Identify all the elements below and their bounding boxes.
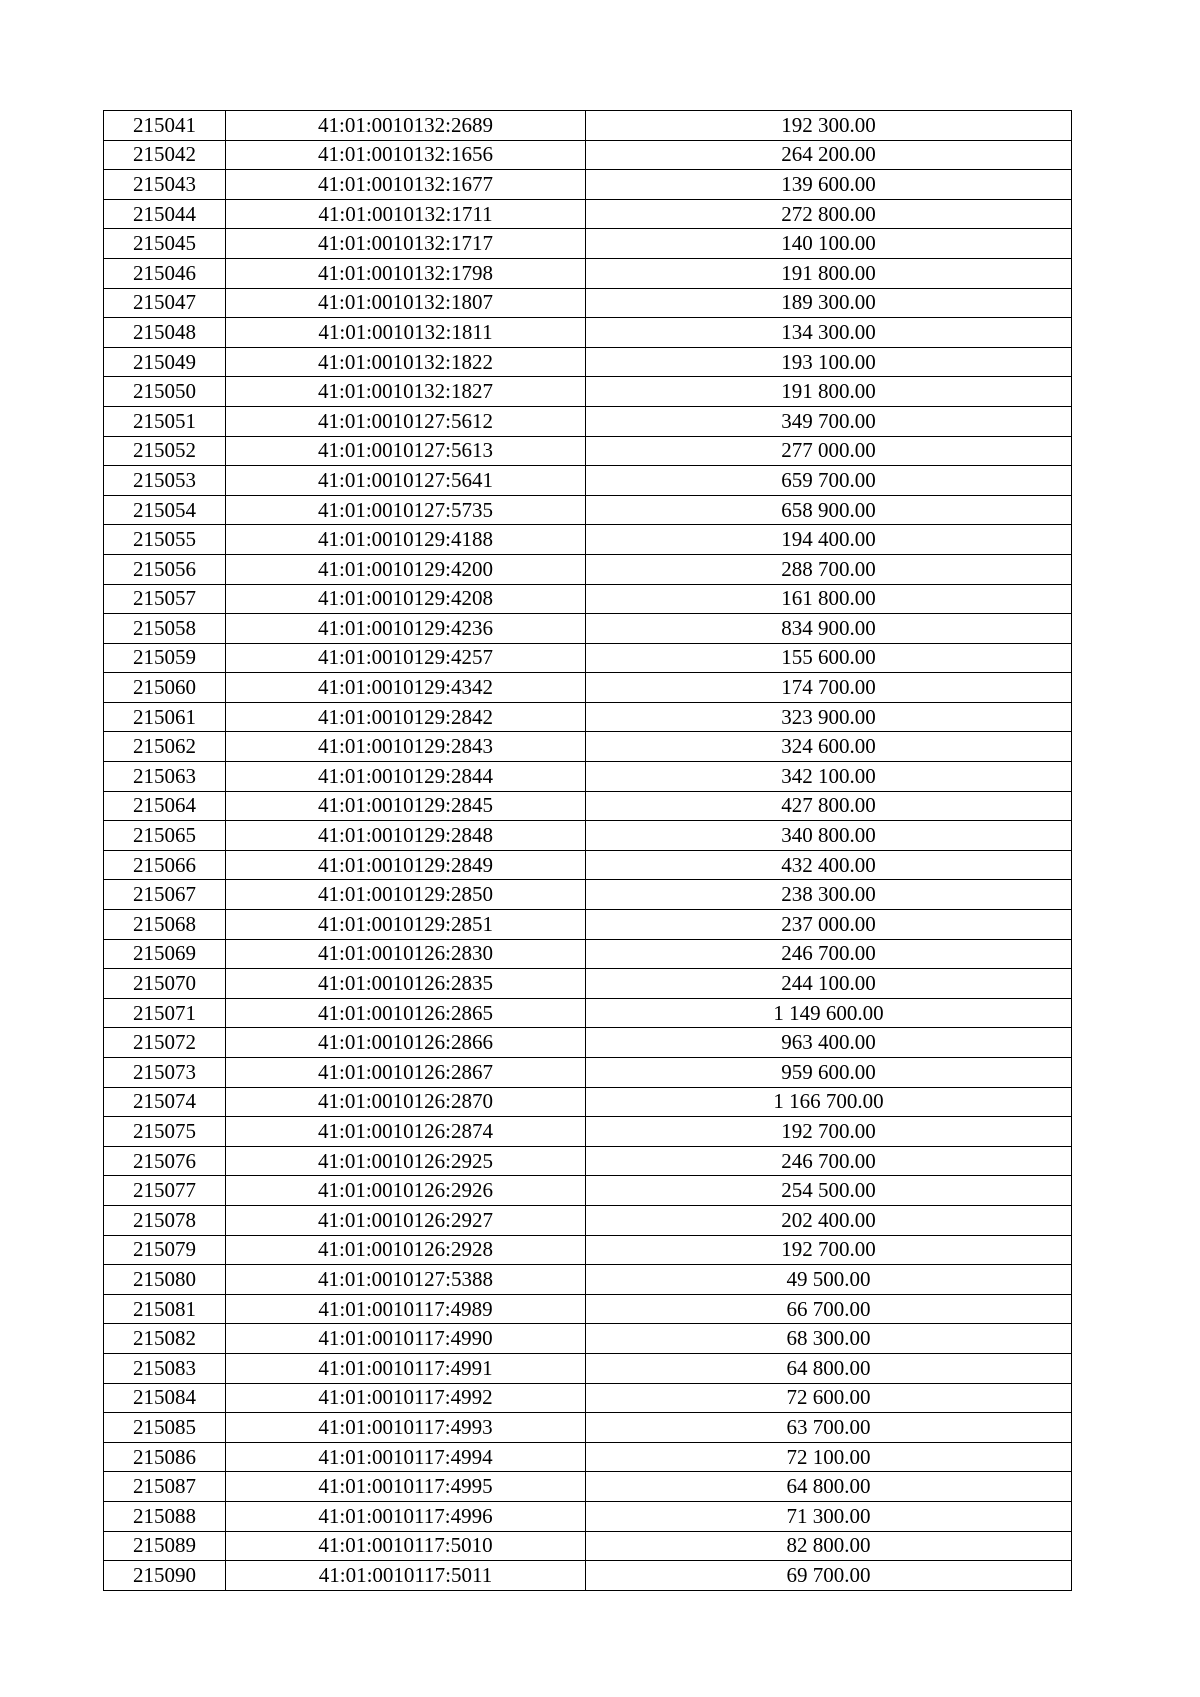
table-row bbox=[104, 1324, 1072, 1354]
cadastral-number-cell: 41:01:0010129:4208 bbox=[226, 584, 586, 614]
cadastral-value-cell: 191 800.00 bbox=[586, 258, 1072, 288]
row-number-cell: 215059 bbox=[104, 643, 226, 673]
cadastral-value-cell: 432 400.00 bbox=[586, 850, 1072, 880]
cadastral-value-cell: 202 400.00 bbox=[586, 1205, 1072, 1235]
cadastral-number-cell: 41:01:0010132:1717 bbox=[226, 229, 586, 259]
table-row bbox=[104, 347, 1072, 377]
table-row bbox=[104, 140, 1072, 170]
table-row bbox=[104, 170, 1072, 200]
cadastral-value-cell: 64 800.00 bbox=[586, 1353, 1072, 1383]
table-row bbox=[104, 554, 1072, 584]
cadastral-number-cell: 41:01:0010132:1711 bbox=[226, 199, 586, 229]
cadastral-number-cell: 41:01:0010129:2851 bbox=[226, 910, 586, 940]
cadastral-number-cell: 41:01:0010129:2849 bbox=[226, 850, 586, 880]
table-row bbox=[104, 229, 1072, 259]
cadastral-value-cell: 63 700.00 bbox=[586, 1413, 1072, 1443]
cadastral-number-cell: 41:01:0010129:4188 bbox=[226, 525, 586, 555]
row-number-cell: 215088 bbox=[104, 1501, 226, 1531]
row-number-cell: 215047 bbox=[104, 288, 226, 318]
row-number-cell: 215044 bbox=[104, 199, 226, 229]
row-number-cell: 215046 bbox=[104, 258, 226, 288]
cadastral-value-cell: 72 100.00 bbox=[586, 1442, 1072, 1472]
cadastral-number-cell: 41:01:0010132:1677 bbox=[226, 170, 586, 200]
table-row bbox=[104, 998, 1072, 1028]
cadastral-number-cell: 41:01:0010117:4996 bbox=[226, 1501, 586, 1531]
table-row bbox=[104, 614, 1072, 644]
cadastral-value-cell: 192 700.00 bbox=[586, 1235, 1072, 1265]
cadastral-number-cell: 41:01:0010117:4989 bbox=[226, 1294, 586, 1324]
row-number-cell: 215083 bbox=[104, 1353, 226, 1383]
row-number-cell: 215056 bbox=[104, 554, 226, 584]
cadastral-number-cell: 41:01:0010117:5011 bbox=[226, 1561, 586, 1591]
row-number-cell: 215045 bbox=[104, 229, 226, 259]
cadastral-number-cell: 41:01:0010127:5641 bbox=[226, 466, 586, 496]
cadastral-number-cell: 41:01:0010132:1811 bbox=[226, 318, 586, 348]
cadastral-value-cell: 82 800.00 bbox=[586, 1531, 1072, 1561]
row-number-cell: 215082 bbox=[104, 1324, 226, 1354]
table-row bbox=[104, 258, 1072, 288]
cadastral-value-cell: 277 000.00 bbox=[586, 436, 1072, 466]
cadastral-number-cell: 41:01:0010126:2867 bbox=[226, 1058, 586, 1088]
cadastral-number-cell: 41:01:0010132:1807 bbox=[226, 288, 586, 318]
table-body bbox=[104, 111, 1072, 1591]
table-row bbox=[104, 1117, 1072, 1147]
cadastral-number-cell: 41:01:0010117:4991 bbox=[226, 1353, 586, 1383]
cadastral-number-cell: 41:01:0010126:2927 bbox=[226, 1205, 586, 1235]
cadastral-number-cell: 41:01:0010126:2870 bbox=[226, 1087, 586, 1117]
cadastral-value-cell: 194 400.00 bbox=[586, 525, 1072, 555]
table-row bbox=[104, 821, 1072, 851]
cadastral-number-cell: 41:01:0010126:2926 bbox=[226, 1176, 586, 1206]
row-number-cell: 215064 bbox=[104, 791, 226, 821]
cadastral-number-cell: 41:01:0010126:2925 bbox=[226, 1146, 586, 1176]
table-row bbox=[104, 525, 1072, 555]
table-row bbox=[104, 1235, 1072, 1265]
row-number-cell: 215063 bbox=[104, 762, 226, 792]
table-row bbox=[104, 406, 1072, 436]
cadastral-value-table bbox=[103, 110, 1072, 1591]
table-row bbox=[104, 643, 1072, 673]
cadastral-value-cell: 1 149 600.00 bbox=[586, 998, 1072, 1028]
cadastral-number-cell: 41:01:0010132:1827 bbox=[226, 377, 586, 407]
cadastral-number-cell: 41:01:0010126:2928 bbox=[226, 1235, 586, 1265]
cadastral-value-cell: 68 300.00 bbox=[586, 1324, 1072, 1354]
row-number-cell: 215080 bbox=[104, 1265, 226, 1295]
table-row bbox=[104, 1501, 1072, 1531]
cadastral-number-cell: 41:01:0010132:1656 bbox=[226, 140, 586, 170]
table-row bbox=[104, 850, 1072, 880]
row-number-cell: 215062 bbox=[104, 732, 226, 762]
table-row bbox=[104, 318, 1072, 348]
row-number-cell: 215048 bbox=[104, 318, 226, 348]
table-row bbox=[104, 880, 1072, 910]
table-row bbox=[104, 584, 1072, 614]
row-number-cell: 215050 bbox=[104, 377, 226, 407]
cadastral-number-cell: 41:01:0010127:5612 bbox=[226, 406, 586, 436]
table-row bbox=[104, 1028, 1072, 1058]
row-number-cell: 215065 bbox=[104, 821, 226, 851]
row-number-cell: 215085 bbox=[104, 1413, 226, 1443]
cadastral-number-cell: 41:01:0010129:4342 bbox=[226, 673, 586, 703]
cadastral-value-cell: 264 200.00 bbox=[586, 140, 1072, 170]
cadastral-value-cell: 834 900.00 bbox=[586, 614, 1072, 644]
row-number-cell: 215079 bbox=[104, 1235, 226, 1265]
cadastral-value-cell: 254 500.00 bbox=[586, 1176, 1072, 1206]
row-number-cell: 215073 bbox=[104, 1058, 226, 1088]
table-row bbox=[104, 377, 1072, 407]
cadastral-value-cell: 288 700.00 bbox=[586, 554, 1072, 584]
row-number-cell: 215070 bbox=[104, 969, 226, 999]
row-number-cell: 215066 bbox=[104, 850, 226, 880]
table-row bbox=[104, 436, 1072, 466]
cadastral-number-cell: 41:01:0010127:5388 bbox=[226, 1265, 586, 1295]
row-number-cell: 215084 bbox=[104, 1383, 226, 1413]
table-row bbox=[104, 1442, 1072, 1472]
table-row bbox=[104, 1294, 1072, 1324]
cadastral-value-cell: 427 800.00 bbox=[586, 791, 1072, 821]
table-row bbox=[104, 1087, 1072, 1117]
row-number-cell: 215089 bbox=[104, 1531, 226, 1561]
cadastral-number-cell: 41:01:0010129:4200 bbox=[226, 554, 586, 584]
cadastral-number-cell: 41:01:0010127:5613 bbox=[226, 436, 586, 466]
cadastral-number-cell: 41:01:0010126:2874 bbox=[226, 1117, 586, 1147]
cadastral-value-cell: 192 300.00 bbox=[586, 111, 1072, 141]
row-number-cell: 215054 bbox=[104, 495, 226, 525]
cadastral-value-cell: 323 900.00 bbox=[586, 702, 1072, 732]
row-number-cell: 215067 bbox=[104, 880, 226, 910]
table-row bbox=[104, 288, 1072, 318]
cadastral-number-cell: 41:01:0010126:2865 bbox=[226, 998, 586, 1028]
row-number-cell: 215051 bbox=[104, 406, 226, 436]
cadastral-number-cell: 41:01:0010126:2866 bbox=[226, 1028, 586, 1058]
cadastral-value-cell: 71 300.00 bbox=[586, 1501, 1072, 1531]
row-number-cell: 215071 bbox=[104, 998, 226, 1028]
cadastral-value-cell: 64 800.00 bbox=[586, 1472, 1072, 1502]
cadastral-number-cell: 41:01:0010129:2848 bbox=[226, 821, 586, 851]
row-number-cell: 215042 bbox=[104, 140, 226, 170]
table-row bbox=[104, 111, 1072, 141]
cadastral-value-cell: 72 600.00 bbox=[586, 1383, 1072, 1413]
cadastral-value-cell: 244 100.00 bbox=[586, 969, 1072, 999]
cadastral-value-cell: 139 600.00 bbox=[586, 170, 1072, 200]
cadastral-number-cell: 41:01:0010129:2844 bbox=[226, 762, 586, 792]
table-row bbox=[104, 969, 1072, 999]
cadastral-value-cell: 155 600.00 bbox=[586, 643, 1072, 673]
row-number-cell: 215086 bbox=[104, 1442, 226, 1472]
cadastral-number-cell: 41:01:0010129:2842 bbox=[226, 702, 586, 732]
row-number-cell: 215058 bbox=[104, 614, 226, 644]
cadastral-number-cell: 41:01:0010117:4995 bbox=[226, 1472, 586, 1502]
document-page bbox=[103, 110, 1071, 1591]
table-row bbox=[104, 1353, 1072, 1383]
table-row bbox=[104, 791, 1072, 821]
cadastral-value-cell: 658 900.00 bbox=[586, 495, 1072, 525]
table-row bbox=[104, 762, 1072, 792]
row-number-cell: 215049 bbox=[104, 347, 226, 377]
cadastral-value-cell: 246 700.00 bbox=[586, 1146, 1072, 1176]
table-row bbox=[104, 702, 1072, 732]
cadastral-number-cell: 41:01:0010129:2843 bbox=[226, 732, 586, 762]
row-number-cell: 215057 bbox=[104, 584, 226, 614]
cadastral-value-cell: 238 300.00 bbox=[586, 880, 1072, 910]
row-number-cell: 215078 bbox=[104, 1205, 226, 1235]
cadastral-number-cell: 41:01:0010132:2689 bbox=[226, 111, 586, 141]
row-number-cell: 215043 bbox=[104, 170, 226, 200]
row-number-cell: 215068 bbox=[104, 910, 226, 940]
cadastral-number-cell: 41:01:0010129:4236 bbox=[226, 614, 586, 644]
table-row bbox=[104, 495, 1072, 525]
cadastral-value-cell: 134 300.00 bbox=[586, 318, 1072, 348]
row-number-cell: 215087 bbox=[104, 1472, 226, 1502]
table-row bbox=[104, 1205, 1072, 1235]
cadastral-value-cell: 246 700.00 bbox=[586, 939, 1072, 969]
cadastral-number-cell: 41:01:0010129:2850 bbox=[226, 880, 586, 910]
row-number-cell: 215041 bbox=[104, 111, 226, 141]
cadastral-value-cell: 340 800.00 bbox=[586, 821, 1072, 851]
row-number-cell: 215081 bbox=[104, 1294, 226, 1324]
table-row bbox=[104, 1383, 1072, 1413]
table-row bbox=[104, 1146, 1072, 1176]
cadastral-value-cell: 272 800.00 bbox=[586, 199, 1072, 229]
cadastral-value-cell: 189 300.00 bbox=[586, 288, 1072, 318]
cadastral-value-cell: 342 100.00 bbox=[586, 762, 1072, 792]
cadastral-value-cell: 66 700.00 bbox=[586, 1294, 1072, 1324]
table-row bbox=[104, 910, 1072, 940]
cadastral-number-cell: 41:01:0010129:4257 bbox=[226, 643, 586, 673]
cadastral-number-cell: 41:01:0010117:4994 bbox=[226, 1442, 586, 1472]
row-number-cell: 215052 bbox=[104, 436, 226, 466]
row-number-cell: 215075 bbox=[104, 1117, 226, 1147]
cadastral-value-cell: 349 700.00 bbox=[586, 406, 1072, 436]
cadastral-number-cell: 41:01:0010126:2830 bbox=[226, 939, 586, 969]
cadastral-number-cell: 41:01:0010117:4993 bbox=[226, 1413, 586, 1443]
cadastral-number-cell: 41:01:0010117:4990 bbox=[226, 1324, 586, 1354]
row-number-cell: 215072 bbox=[104, 1028, 226, 1058]
table-row bbox=[104, 199, 1072, 229]
cadastral-number-cell: 41:01:0010117:5010 bbox=[226, 1531, 586, 1561]
cadastral-value-cell: 324 600.00 bbox=[586, 732, 1072, 762]
cadastral-number-cell: 41:01:0010127:5735 bbox=[226, 495, 586, 525]
table-row bbox=[104, 1413, 1072, 1443]
cadastral-number-cell: 41:01:0010129:2845 bbox=[226, 791, 586, 821]
cadastral-value-cell: 659 700.00 bbox=[586, 466, 1072, 496]
table-row bbox=[104, 1176, 1072, 1206]
cadastral-value-cell: 191 800.00 bbox=[586, 377, 1072, 407]
cadastral-value-cell: 140 100.00 bbox=[586, 229, 1072, 259]
row-number-cell: 215077 bbox=[104, 1176, 226, 1206]
row-number-cell: 215069 bbox=[104, 939, 226, 969]
table-row bbox=[104, 1265, 1072, 1295]
cadastral-value-cell: 49 500.00 bbox=[586, 1265, 1072, 1295]
row-number-cell: 215061 bbox=[104, 702, 226, 732]
table-row bbox=[104, 673, 1072, 703]
row-number-cell: 215060 bbox=[104, 673, 226, 703]
row-number-cell: 215055 bbox=[104, 525, 226, 555]
table-row bbox=[104, 1531, 1072, 1561]
cadastral-value-cell: 959 600.00 bbox=[586, 1058, 1072, 1088]
cadastral-value-cell: 963 400.00 bbox=[586, 1028, 1072, 1058]
cadastral-value-cell: 237 000.00 bbox=[586, 910, 1072, 940]
cadastral-value-cell: 174 700.00 bbox=[586, 673, 1072, 703]
row-number-cell: 215074 bbox=[104, 1087, 226, 1117]
table-row bbox=[104, 939, 1072, 969]
cadastral-value-cell: 69 700.00 bbox=[586, 1561, 1072, 1591]
table-row bbox=[104, 1058, 1072, 1088]
cadastral-value-cell: 193 100.00 bbox=[586, 347, 1072, 377]
cadastral-value-cell: 192 700.00 bbox=[586, 1117, 1072, 1147]
table-row bbox=[104, 732, 1072, 762]
cadastral-number-cell: 41:01:0010132:1822 bbox=[226, 347, 586, 377]
cadastral-value-cell: 1 166 700.00 bbox=[586, 1087, 1072, 1117]
row-number-cell: 215053 bbox=[104, 466, 226, 496]
row-number-cell: 215076 bbox=[104, 1146, 226, 1176]
table-row bbox=[104, 1472, 1072, 1502]
cadastral-number-cell: 41:01:0010117:4992 bbox=[226, 1383, 586, 1413]
row-number-cell: 215090 bbox=[104, 1561, 226, 1591]
table-row bbox=[104, 1561, 1072, 1591]
table-row bbox=[104, 466, 1072, 496]
cadastral-number-cell: 41:01:0010132:1798 bbox=[226, 258, 586, 288]
cadastral-value-cell: 161 800.00 bbox=[586, 584, 1072, 614]
cadastral-number-cell: 41:01:0010126:2835 bbox=[226, 969, 586, 999]
